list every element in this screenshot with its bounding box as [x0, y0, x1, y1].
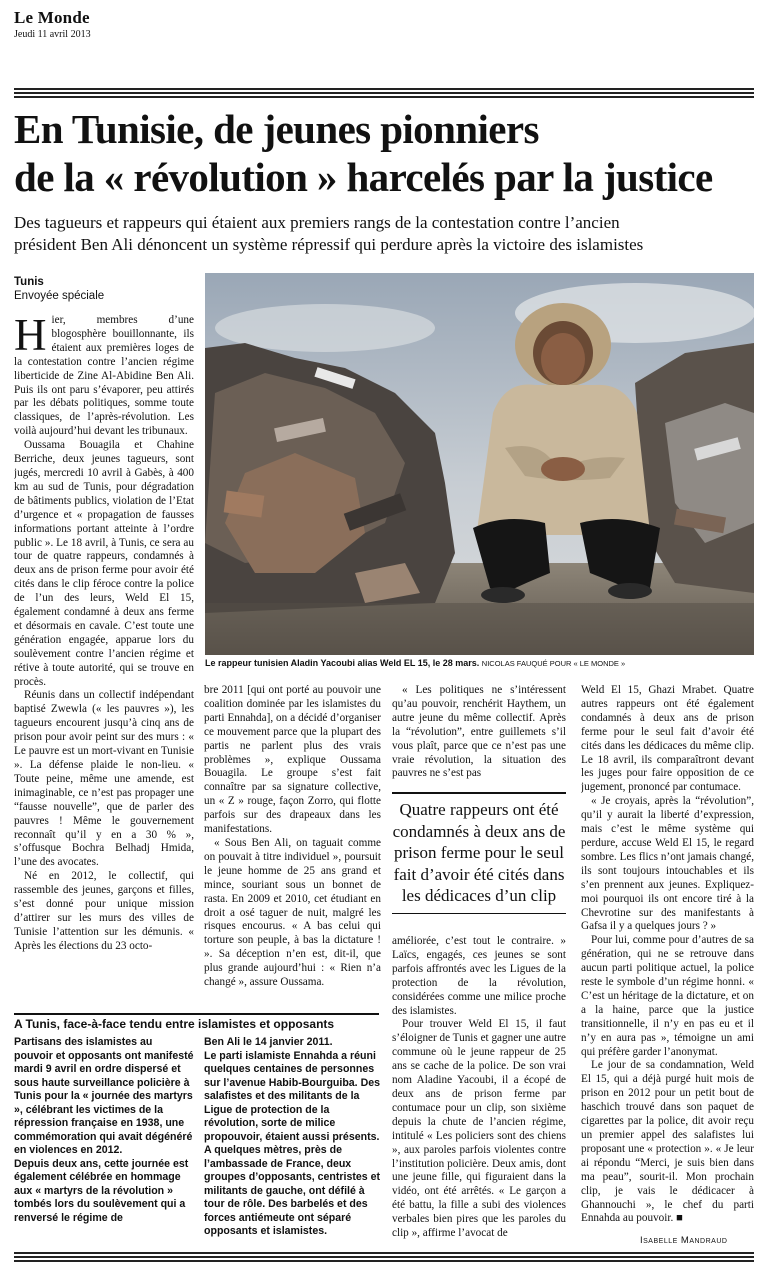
- article-paragraph: bre 2011 [qui ont porté au pouvoir une coalition dominée par les islamistes du parti Ennahda], on a décidé d’organiser ce mouvement parce que la plupart des partis ne parlent plus des vrais problèmes », explique Oussama Bouagila. Le groupe s’est fait connaître par sa signature collective, un « Z » rouge, façon Zorro, qui flotte parfois sur des drapeaux dans les manifestations.: [204, 684, 381, 836]
- sidebar-paragraph: Le parti islamiste Ennahda a réuni quelques centaines de personnes sur l’avenue Habib-Bourguiba. Des salafistes et des militants de la Ligue de protection de la révolution, sorte de milice propouvoir, étaient aussi présents. A quelques mètres, près de l’ambassade de France, deux groupes d’opposants, centristes et militants de gauche, ont défilé à tour de rôle. Des barbelés et des forces antiémeute ont séparé opposants et islamistes.: [204, 1049, 381, 1237]
- sidebar-column-1: [14, 1036, 194, 1248]
- standfirst: [14, 212, 759, 256]
- article-column-1: [14, 314, 194, 1004]
- caption-text: Le rappeur tunisien Aladin Yacoubi alias Weld EL 15, le 28 mars.: [205, 658, 480, 668]
- article-paragraph: Oussama Bouagila et Chahine Berriche, deux jeunes tagueurs, sont jugés, mercredi 10 avril à Gabès, à 400 km au sud de Tunis, pour dégradation de bâtiments publics, violation de l’Etat d’urgence et « propagation de fausses informations portant atteinte à l’ordre public ». Le 18 avril, à Tunis, ce sera au tour de quatre rappeurs, condamnés à deux ans de prison ferme pour avoir été cités dans le clip féroce contre la police de l’un des leurs, Weld El 15, également condamné à deux ans ferme et désormais en cavale. C’est toute une génération engagée, apparue lors du soulèvement contre l’ancien régime et rétive à toute autorité, qui se trouve en procès.: [14, 439, 194, 688]
- article-paragraph: « Je croyais, après la “révolution”, qu’il y aurait la liberté d’expression, mais c’est le même système qui perdure, accuse Weld El 15, le regard sombre. Les flics n’ont jamais changé, ils sont toujours intouchables et ils s’en prennent aux jeunes. Expliquez-moi pourquoi ils ont encore tiré à la Chevrotine sur des manifestants à Gafsa il y a quelques jours ? »: [581, 795, 754, 933]
- headline: [14, 105, 759, 201]
- photo-credit: NICOLAS FAUQUÉ POUR « LE MONDE »: [481, 659, 626, 668]
- top-rule: [14, 88, 754, 98]
- rapper-portrait-photo: [205, 273, 754, 655]
- article-paragraph: améliorée, c’est tout le contraire. » Laïcs, engagés, ces jeunes se sont parfois affrontés avec les Ligues de la protection de la révolution, considérées comme une milice proche des islamistes.: [392, 935, 566, 1017]
- issue-date: Jeudi 11 avril 2013: [14, 29, 91, 40]
- bottom-rule: [14, 1252, 754, 1262]
- newspaper-logo: Le Monde: [14, 8, 90, 27]
- photo-caption: [205, 658, 754, 668]
- sidebar-paragraph: Partisans des islamistes au pouvoir et opposants ont manifesté mardi 9 avril en ordre dispersé et sous haute surveillance policière à Tunis pour la « journée des martyrs », célébrant les victimes de la répression française en 1938, une commémoration qui avait dégénéré en violences en 2012.: [14, 1036, 194, 1156]
- sidebar-column-2: [204, 1036, 381, 1248]
- pull-quote: Quatre rappeurs ont été condamnés à deux ans de prison ferme pour le seul fait d’avoir été cités dans les dédicaces d’un clip: [392, 792, 566, 914]
- article-paragraph: Le jour de sa condamnation, Weld El 15, qui a déjà purgé huit mois de prison en 2012 pour un petit bout de haschich trouvé dans son paquet de cigarettes par la police, dit avoir reçu un premier appel des salafistes lui proposant une « protection ». « Je leur ai répondu “Merci, je suis bien dans ma peau”, sourit-il. Mon prochain clip, je vais le dédicacer à Ghannouchi », le chef du parti Ennahda au pouvoir. ■: [581, 1059, 754, 1225]
- article-paragraph: Réunis dans un collectif indépendant baptisé Zwewla (« les pauvres »), les tagueurs encourent jusqu’à cinq ans de prison pour avoir peint sur des murs : « Le pauvre est un mort-vivant en Tunisie ». La défense plaide le non-lieu. « Toute peine, même une amende, est inimaginable, ce n’est pas propager une “fausse nouvelle”, que de parler des pauvres ! Même le gouvernement reconnaît qu’il y en a 30 % », s’offusque Bochra Belhadj Hmida, l’une des avocates.: [14, 689, 194, 869]
- article-photo: [205, 273, 754, 655]
- drop-cap: H: [14, 314, 47, 360]
- sidebar-paragraph: Ben Ali le 14 janvier 2011.: [204, 1036, 333, 1048]
- masthead: [14, 8, 91, 40]
- standfirst-line-2: président Ben Ali dénoncent un système répressif qui perdure après la victoire des islamistes: [14, 235, 644, 254]
- article-column-2: [204, 684, 381, 1000]
- article-column-4: [581, 684, 754, 1232]
- article-column-3-top: [392, 684, 566, 788]
- article-paragraph: Pour lui, comme pour d’autres de sa génération, qui ne se retrouve dans aucun parti politique actuel, la police reste le symbole d’un régime honni. « C’est un héritage de la dictature, et on a la haine, parce que la justice transitionnelle, il n’y en pas eu et il n’y en aura pas », témoigne un ami qui préfère garder l’anonymat.: [581, 934, 754, 1058]
- sidebar-paragraph: Depuis deux ans, cette journée est également célébrée en hommage aux « martyrs de la révolution » tombés lors du soulèvement qui a renversé le régime de: [14, 1157, 189, 1224]
- article-paragraph: Pour trouver Weld El 15, il faut s’éloigner de Tunis et gagner une autre commune où le jeune rappeur de 25 ans se cache de la police. De son vrai nom Aladine Yacoubi, il a écopé de deux ans de prison ferme par contumace pour un clip, son sixième depuis la chute de l’ancien régime, intitulé « Les policiers sont des chiens », aux paroles parfois violentes contre l’institution policière. Deux amis, dont une jeune fille, qui figuraient dans la vidéo, ont été arrêtés. « Le garçon a été battu, la fille a subi des violences verbales bien pires que les paroles du clip », affirme l’avocat de: [392, 1018, 566, 1240]
- byline: [14, 275, 104, 303]
- headline-line-1: En Tunisie, de jeunes pionniers: [14, 106, 539, 152]
- article-column-3-bottom: [392, 935, 566, 1251]
- headline-line-2: de la « révolution » harcelés par la justice: [14, 154, 713, 200]
- article-paragraph: « Les politiques ne s’intéressent qu’au pouvoir, renchérit Haythem, un autre jeune du même collectif. Après la “révolution”, entre guillemets s’il vous plaît, parce que ce n’est pas une vraie révolution, la situation des pauvres ne s’est pas: [392, 684, 566, 780]
- sidebar-title: A Tunis, face-à-face tendu entre islamistes et opposants: [14, 1013, 379, 1031]
- author-signature: Isabelle Mandraud: [640, 1235, 728, 1246]
- article-paragraph: « Sous Ben Ali, on taguait comme on pouvait à titre individuel », poursuit le jeune homme de 25 ans grand et mince, souriant sous un bonnet de rasta. En 2009 et 2010, cet étudiant en droit a osé taguer de nuit, malgré les risques encourus. « A bas celui qui torture son peuple, à bas la dictature ! ». Sa déception n’en est, dit-il, que plus grande aujourd’hui : « Rien n’a changé », assure Oussama.: [204, 836, 381, 989]
- article-paragraph: Hier, membres d’une blogosphère bouillonnante, ils étaient aux premières loges de la contestation contre l’ancien régime liberticide de Zine Al-Abidine Ben Ali. Puis ils ont paru s’évaporer, peu attirés par les débats politiques, somme toute classiques, de l’après-révolution. Les voilà aujourd’hui devant les tribunaux.: [14, 314, 194, 438]
- byline-place: Tunis: [14, 276, 44, 288]
- standfirst-line-1: Des tagueurs et rappeurs qui étaient aux premiers rangs de la contestation contre l’ancien: [14, 213, 620, 232]
- article-paragraph: Weld El 15, Ghazi Mrabet. Quatre autres rappeurs ont été également condamnés à deux ans de prison ferme pour le seul fait d’avoir été cités dans les dédicaces du même clip. Le 18 avril, ils comparaîtront devant les juges pour faire opposition de ce jugement, prononcé par contumace.: [581, 684, 754, 794]
- byline-role: Envoyée spéciale: [14, 290, 105, 302]
- article-paragraph: Né en 2012, le collectif, qui rassemble des jeunes, garçons et filles, s’est donné pour unique mission d’attirer sur les murs des villes de Tunisie l’attention sur les démunis. « Après les élections du 23 octo-: [14, 870, 194, 952]
